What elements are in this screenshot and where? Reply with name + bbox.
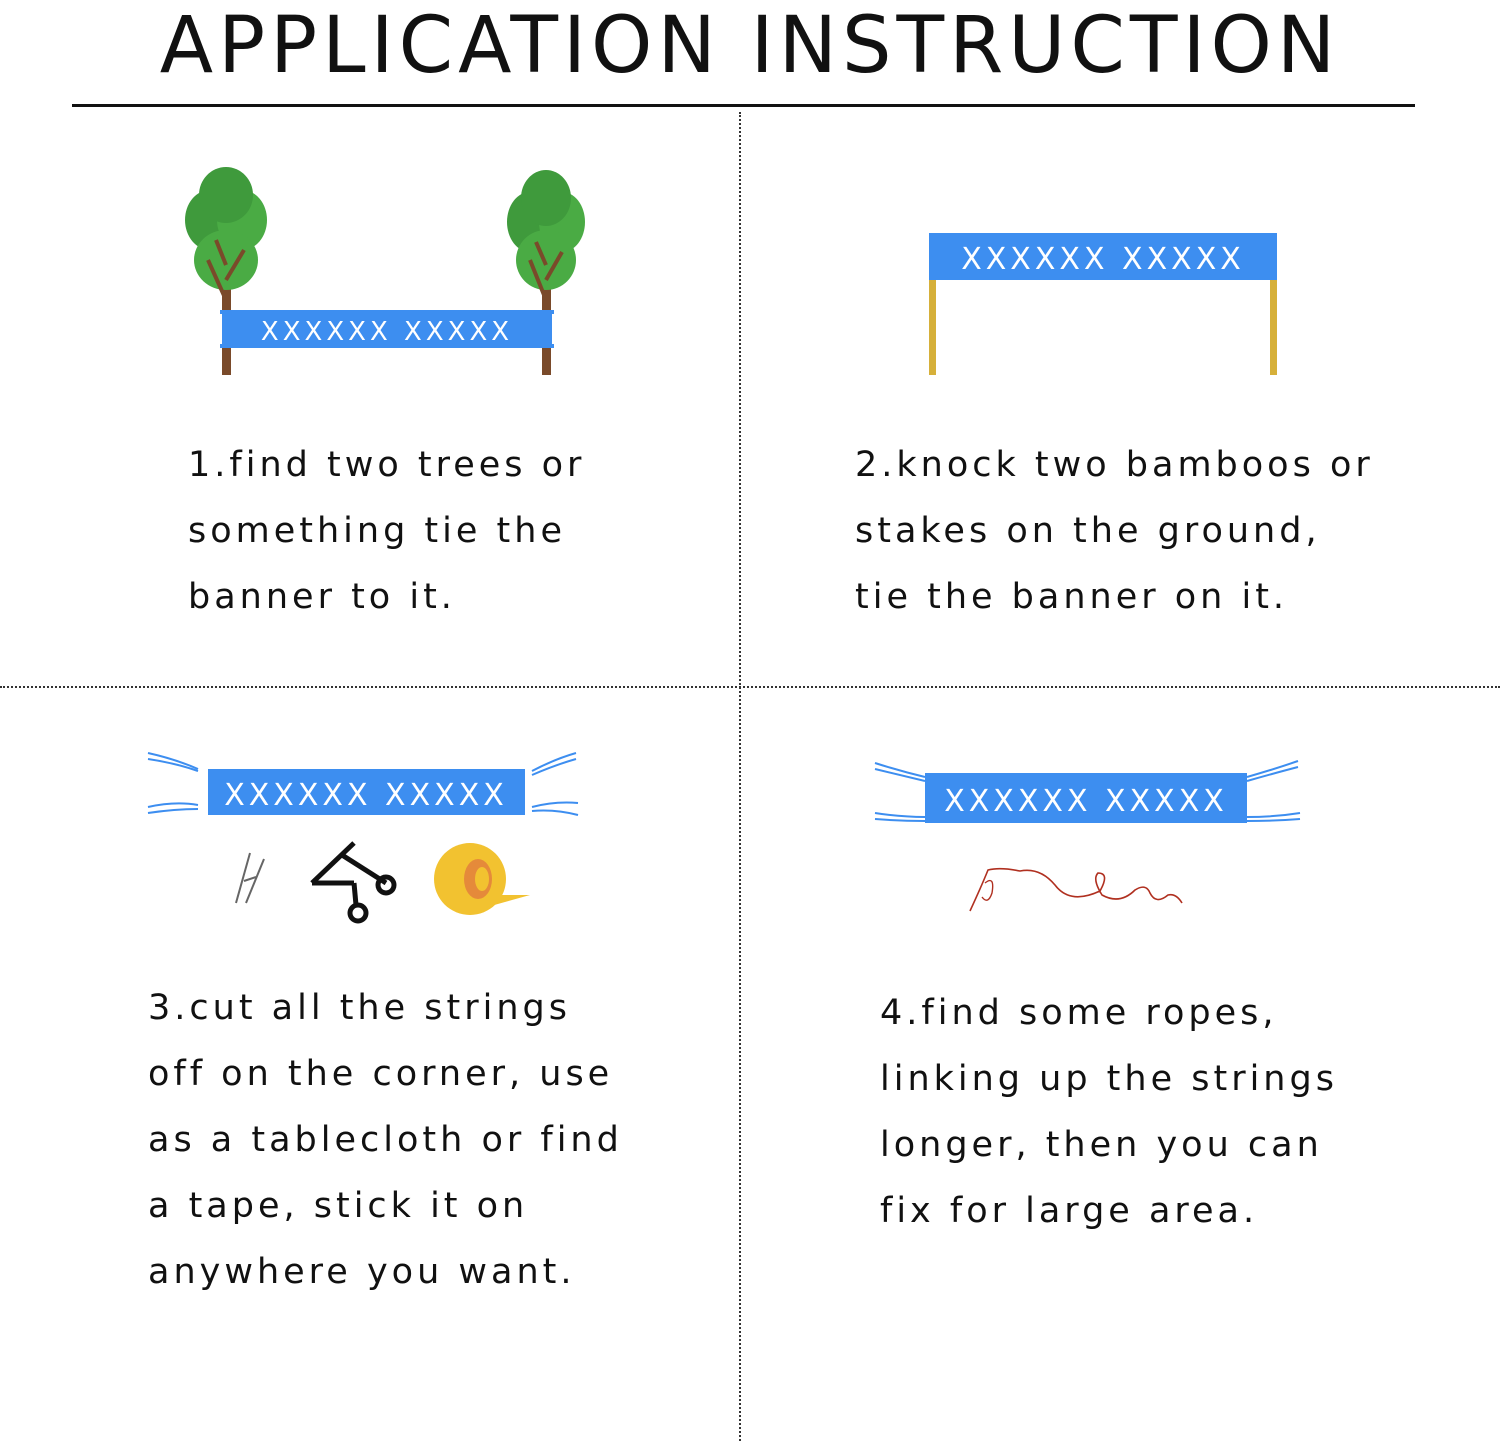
bamboo-stake-icon: [929, 275, 936, 375]
step4-line: linking up the strings: [880, 1059, 1338, 1099]
step3-line: a tape, stick it on: [148, 1186, 529, 1226]
step1-text: [188, 432, 585, 630]
step1-illustration: [180, 160, 600, 385]
step1-line: banner to it.: [188, 577, 456, 617]
step2-text: [855, 432, 1374, 630]
step2-line: stakes on the ground,: [855, 511, 1321, 551]
tape-roll-icon: [434, 843, 530, 915]
banner-text: XXXXXX XXXXX: [260, 317, 514, 347]
banner: [220, 310, 554, 348]
step3-line: anywhere you want.: [148, 1252, 576, 1292]
title-underline: [72, 104, 1415, 107]
banner: [925, 773, 1247, 823]
needle-icon: [236, 853, 264, 903]
step1-line: something tie the: [188, 511, 566, 551]
step3-illustration: [140, 745, 590, 935]
page-title: APPLICATION INSTRUCTION: [159, 1, 1341, 91]
bamboo-stake-icon: [1270, 275, 1277, 375]
banner-text: XXXXXX XXXXX: [224, 778, 508, 813]
step3-line: 3.cut all the strings: [148, 988, 571, 1028]
step2-illustration: [920, 225, 1290, 385]
step4-line: fix for large area.: [880, 1191, 1259, 1231]
rope-icon: [970, 869, 1182, 911]
step1-line: 1.find two trees or: [188, 445, 586, 485]
step2-line: tie the banner on it.: [855, 577, 1289, 617]
banner-text: XXXXXX XXXXX: [961, 242, 1245, 277]
scissors-icon: [312, 843, 394, 921]
vertical-divider: [739, 112, 741, 1441]
step4-line: longer, then you can: [880, 1125, 1323, 1165]
step4-line: 4.find some ropes,: [880, 993, 1278, 1033]
step4-illustration: [870, 755, 1310, 920]
banner: [929, 233, 1277, 280]
banner-text: XXXXXX XXXXX: [944, 784, 1228, 819]
step3-line: off on the corner, use: [148, 1054, 614, 1094]
horizontal-divider: [0, 686, 1500, 688]
banner: [208, 769, 525, 815]
step3-line: as a tablecloth or find: [148, 1120, 623, 1160]
step2-line: 2.knock two bamboos or: [855, 445, 1374, 485]
step4-text: [880, 980, 1338, 1244]
step3-text: [148, 975, 623, 1305]
